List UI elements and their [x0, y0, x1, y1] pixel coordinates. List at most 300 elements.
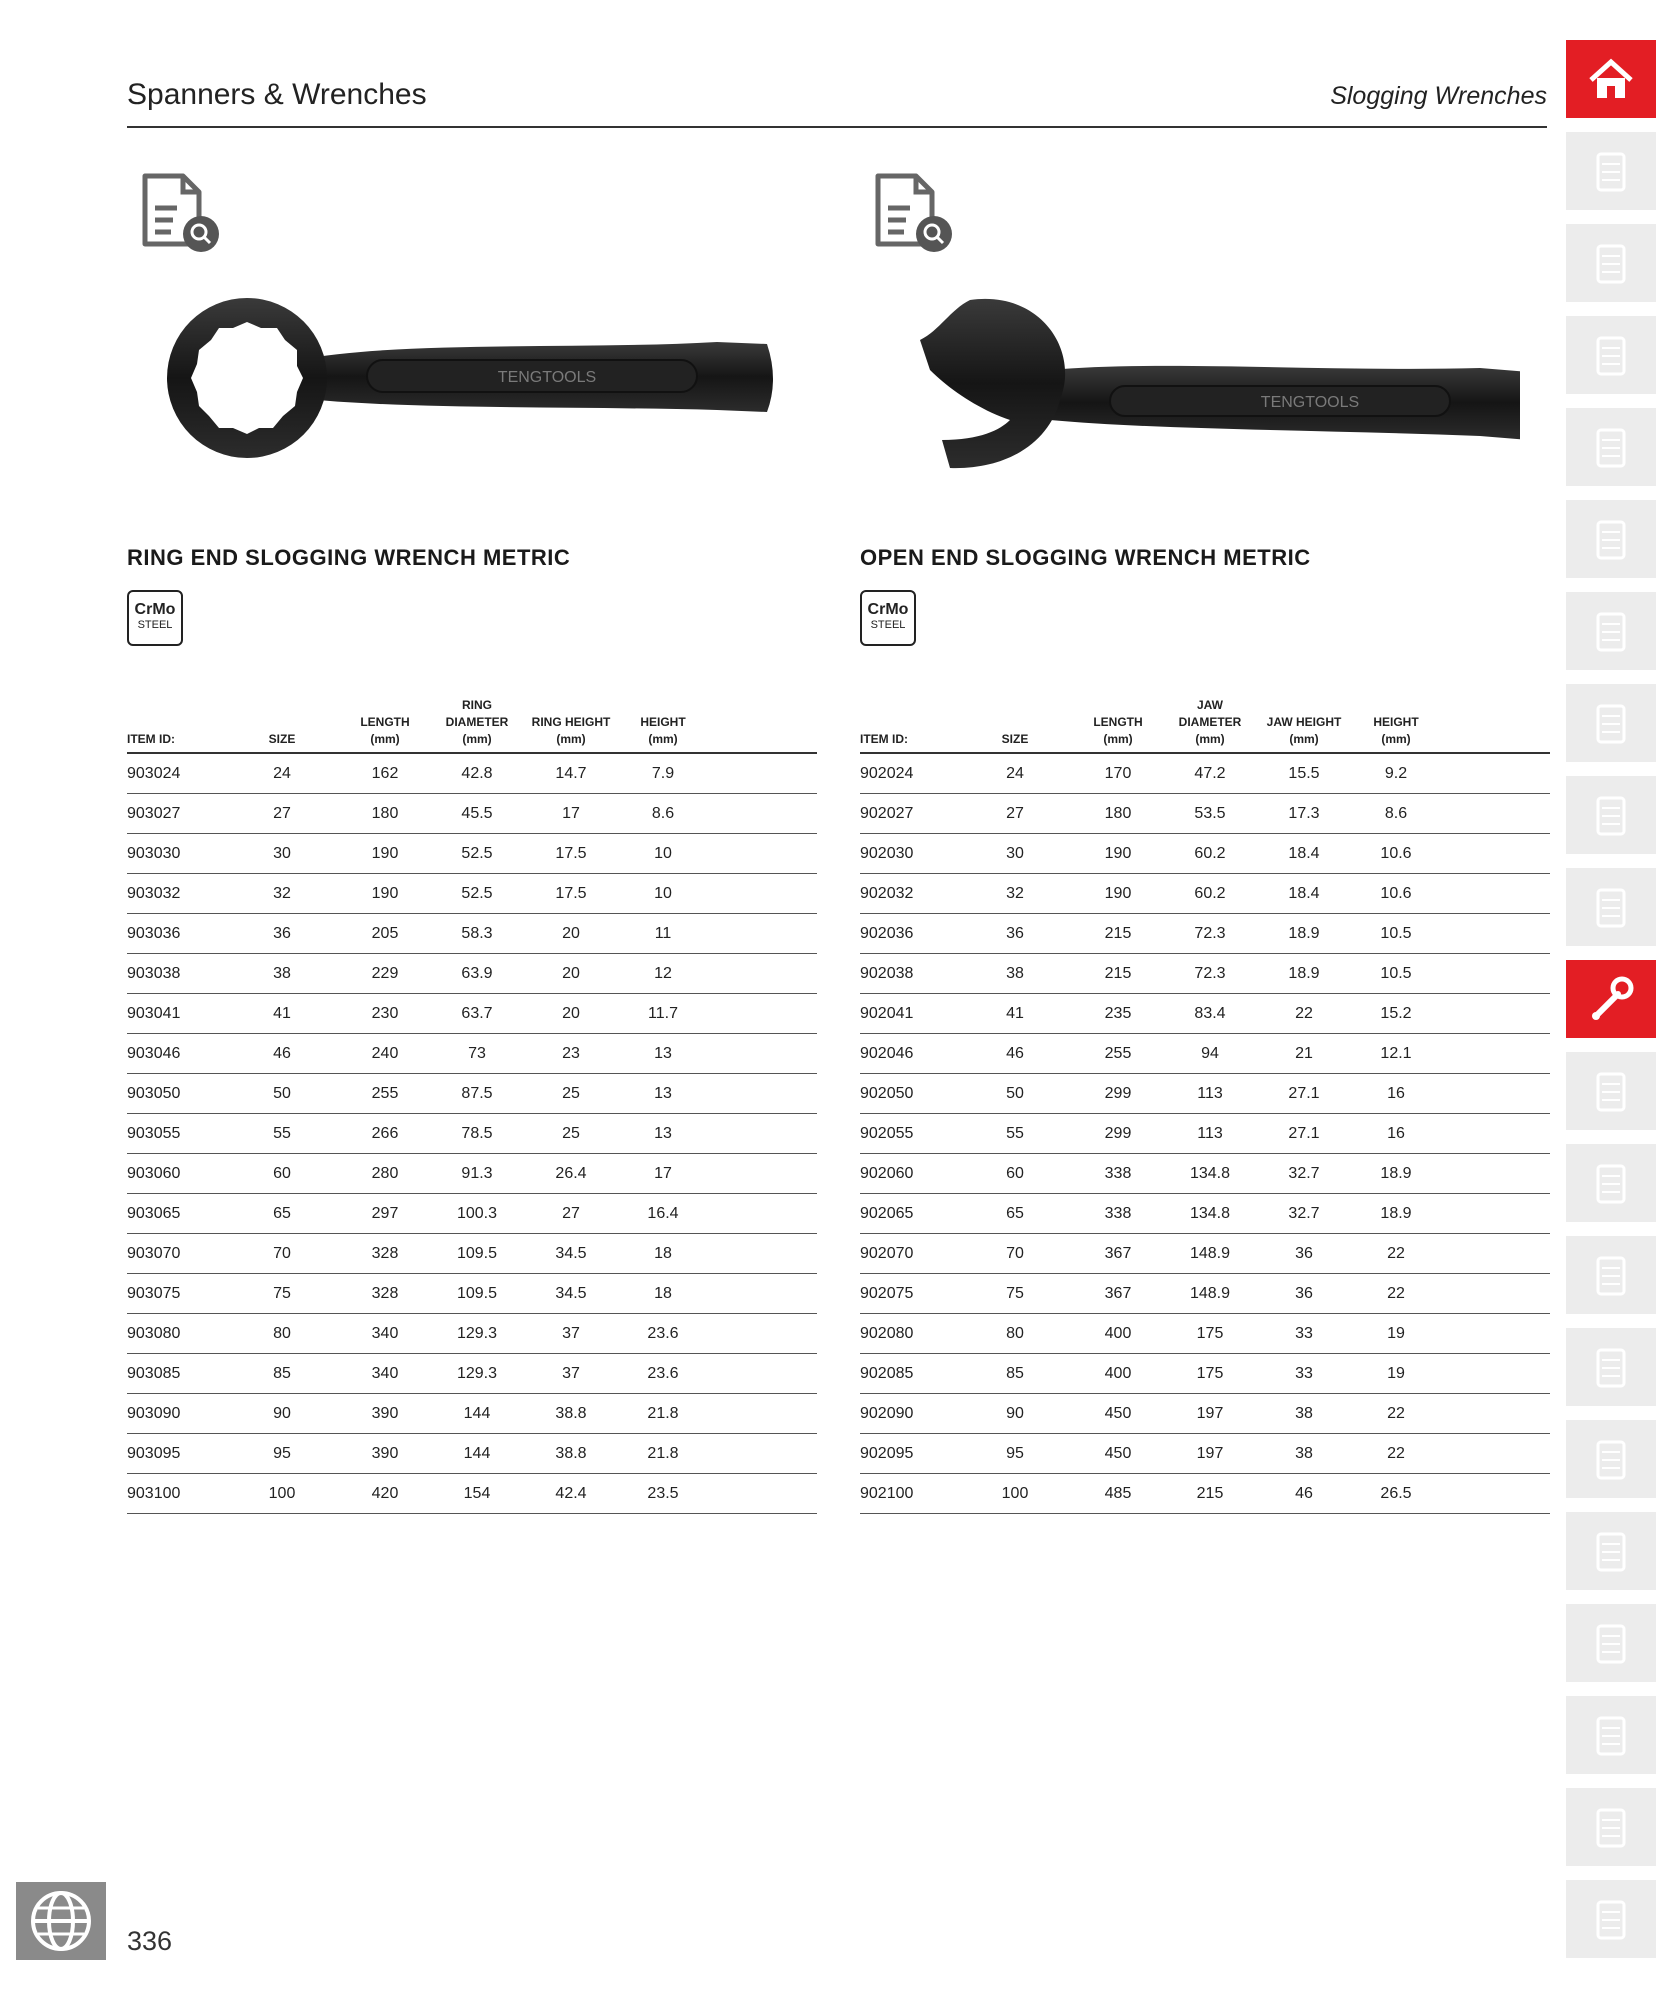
table-cell: 328 — [371, 1285, 399, 1302]
table-row — [127, 1314, 817, 1354]
column-header: SIZE — [268, 732, 296, 746]
sidebar-item-multi-tool[interactable] — [1566, 1236, 1656, 1314]
table-cell: 52.5 — [461, 885, 493, 902]
document-search-icon[interactable] — [137, 168, 227, 260]
table-row — [127, 794, 817, 834]
sidebar-item-hammer[interactable] — [1566, 1880, 1656, 1958]
item-id-cell: 903085 — [127, 1365, 181, 1382]
column-header: HEIGHT (mm) — [1373, 715, 1419, 746]
table-cell: 95 — [273, 1445, 291, 1462]
item-id-cell: 902095 — [860, 1445, 914, 1462]
table-cell: 60 — [1006, 1165, 1024, 1182]
table-row — [127, 1354, 817, 1394]
table-cell: 23.5 — [647, 1485, 679, 1502]
tool-chest-icon — [1586, 330, 1636, 380]
table-cell: 16.4 — [647, 1205, 679, 1222]
sidebar-item-screwdriver[interactable] — [1566, 1052, 1656, 1130]
table-cell: 13 — [654, 1085, 672, 1102]
table-row — [127, 1114, 817, 1154]
table-cell: 38.8 — [555, 1445, 587, 1462]
table-row — [860, 1194, 1550, 1234]
table-cell: 36 — [1295, 1245, 1313, 1262]
item-id-cell: 903024 — [127, 765, 181, 782]
table-cell: 190 — [1104, 885, 1132, 902]
table-cell: 280 — [371, 1165, 399, 1182]
torque-wrench-icon — [1586, 882, 1636, 932]
table-row — [860, 1034, 1550, 1074]
product-title: RING END SLOGGING WRENCH METRIC — [127, 545, 571, 570]
table-cell: 10 — [654, 885, 672, 902]
table-cell: 229 — [371, 965, 399, 982]
table-cell: 42.4 — [555, 1485, 587, 1502]
table-cell: 22 — [1387, 1405, 1405, 1422]
column-header: HEIGHT (mm) — [640, 715, 686, 746]
item-id-cell: 903060 — [127, 1165, 181, 1182]
table-row — [860, 1474, 1550, 1514]
table-cell: 65 — [273, 1205, 291, 1222]
table-cell: 367 — [1104, 1245, 1132, 1262]
column-header: LENGTH (mm) — [1093, 715, 1143, 746]
table-cell: 63.9 — [461, 965, 493, 982]
table-cell: 55 — [273, 1125, 291, 1142]
table-cell: 100 — [1001, 1485, 1029, 1502]
hammer-icon — [1586, 1894, 1636, 1944]
table-cell: 46 — [273, 1045, 291, 1062]
table-cell: 129.3 — [456, 1325, 498, 1342]
table-cell: 32 — [273, 885, 291, 902]
table-cell: 175 — [1196, 1365, 1224, 1382]
table-row — [860, 994, 1550, 1034]
item-id-cell: 902055 — [860, 1125, 914, 1142]
table-row — [127, 1394, 817, 1434]
page-header — [127, 70, 1547, 128]
table-cell: 485 — [1104, 1485, 1132, 1502]
table-cell: 95 — [1006, 1445, 1024, 1462]
table-cell: 190 — [371, 885, 399, 902]
table-cell: 12.1 — [1380, 1045, 1412, 1062]
table-row — [860, 1274, 1550, 1314]
table-row — [860, 794, 1550, 834]
ring-spec-table — [127, 690, 817, 1514]
eva-tray-icon — [1586, 422, 1636, 472]
table-cell: 15.2 — [1380, 1005, 1412, 1022]
table-cell: 109.5 — [456, 1285, 498, 1302]
table-cell: 8.6 — [651, 805, 675, 822]
product-title: OPEN END SLOGGING WRENCH METRIC — [860, 545, 1311, 570]
section-title: Spanners & Wrenches — [127, 78, 427, 111]
table-cell: 63.7 — [461, 1005, 493, 1022]
item-id-cell: 903090 — [127, 1405, 181, 1422]
table-row — [860, 1154, 1550, 1194]
sidebar-item-eva-tray[interactable] — [1566, 408, 1656, 486]
screwdriver-icon — [1586, 1066, 1636, 1116]
table-row — [860, 954, 1550, 994]
table-cell: 113 — [1197, 1085, 1223, 1102]
table-cell: 180 — [371, 805, 399, 822]
table-cell: 19 — [1387, 1325, 1405, 1342]
sidebar-item-roller-cabinet[interactable] — [1566, 592, 1656, 670]
column-header: RING HEIGHT (mm) — [531, 715, 611, 746]
table-cell: 46 — [1295, 1485, 1313, 1502]
table-cell: 109.5 — [456, 1245, 498, 1262]
table-row — [860, 1394, 1550, 1434]
table-cell: 450 — [1104, 1405, 1132, 1422]
sidebar-item-hex-keys[interactable] — [1566, 1144, 1656, 1222]
item-id-cell: 903041 — [127, 1005, 181, 1022]
table-cell: 41 — [273, 1005, 291, 1022]
badge-material: CrMo — [867, 601, 909, 618]
automotive-gears-icon — [1586, 1710, 1636, 1760]
table-cell: 175 — [1196, 1325, 1224, 1342]
table-cell: 18.4 — [1288, 885, 1320, 902]
table-cell: 113 — [1197, 1125, 1223, 1142]
table-cell: 18.9 — [1288, 965, 1320, 982]
table-row — [127, 874, 817, 914]
table-row — [127, 1194, 817, 1234]
sidebar-item-sockets[interactable] — [1566, 776, 1656, 854]
item-id-cell: 902080 — [860, 1325, 914, 1342]
table-cell: 19 — [1387, 1365, 1405, 1382]
table-cell: 34.5 — [555, 1245, 587, 1262]
table-cell: 85 — [1006, 1365, 1024, 1382]
subsection-title: Slogging Wrenches — [1330, 82, 1547, 110]
table-cell: 190 — [371, 845, 399, 862]
sidebar-item-pliers[interactable] — [1566, 1328, 1656, 1406]
table-row — [127, 1234, 817, 1274]
sidebar-item-tool-kit[interactable] — [1566, 500, 1656, 578]
table-cell: 85 — [273, 1365, 291, 1382]
table-cell: 42.8 — [461, 765, 493, 782]
table-cell: 27.1 — [1288, 1125, 1320, 1142]
table-row — [860, 754, 1550, 794]
table-cell: 340 — [371, 1365, 399, 1382]
item-id-cell: 902038 — [860, 965, 914, 982]
table-cell: 17.5 — [555, 885, 587, 902]
table-cell: 129.3 — [456, 1365, 498, 1382]
table-cell: 21.8 — [647, 1405, 679, 1422]
item-id-cell: 903046 — [127, 1045, 181, 1062]
table-cell: 18.4 — [1288, 845, 1320, 862]
table-header — [860, 690, 1550, 754]
open-spec-table — [860, 690, 1550, 1514]
table-cell: 367 — [1104, 1285, 1132, 1302]
item-id-cell: 903027 — [127, 805, 181, 822]
table-row — [860, 914, 1550, 954]
table-cell: 23.6 — [647, 1365, 679, 1382]
table-cell: 78.5 — [461, 1125, 493, 1142]
table-cell: 36 — [1295, 1285, 1313, 1302]
table-row — [860, 1314, 1550, 1354]
crmo-steel-badge — [860, 590, 916, 646]
item-id-cell: 903095 — [127, 1445, 181, 1462]
table-cell: 72.3 — [1194, 925, 1226, 942]
badge-type: STEEL — [137, 619, 173, 631]
table-cell: 215 — [1104, 925, 1132, 942]
table-cell: 25 — [562, 1125, 580, 1142]
item-id-cell: 903070 — [127, 1245, 181, 1262]
table-cell: 20 — [562, 965, 580, 982]
table-cell: 8.6 — [1384, 805, 1408, 822]
table-row — [127, 994, 817, 1034]
table-cell: 21.8 — [647, 1445, 679, 1462]
sidebar-item-cutting-knife[interactable] — [1566, 1512, 1656, 1590]
table-cell: 47.2 — [1194, 765, 1226, 782]
table-cell: 338 — [1104, 1165, 1132, 1182]
table-cell: 10 — [654, 845, 672, 862]
table-cell: 38 — [1295, 1445, 1313, 1462]
item-id-cell: 902036 — [860, 925, 914, 942]
tool-trolley-icon — [1586, 146, 1636, 196]
table-cell: 45.5 — [461, 805, 493, 822]
wrench-logo: TENGTOOLS — [1260, 394, 1360, 411]
table-cell: 23.6 — [647, 1325, 679, 1342]
table-cell: 230 — [371, 1005, 399, 1022]
column-header: LENGTH (mm) — [360, 715, 410, 746]
item-id-cell: 902075 — [860, 1285, 914, 1302]
item-id-cell: 902070 — [860, 1245, 914, 1262]
sidebar-item-ratchet[interactable] — [1566, 684, 1656, 762]
table-cell: 162 — [371, 765, 399, 782]
table-cell: 18.9 — [1288, 925, 1320, 942]
table-cell: 235 — [1104, 1005, 1132, 1022]
table-cell: 190 — [1104, 845, 1132, 862]
table-cell: 41 — [1006, 1005, 1024, 1022]
table-cell: 400 — [1104, 1325, 1132, 1342]
item-id-cell: 903036 — [127, 925, 181, 942]
table-cell: 18 — [654, 1245, 672, 1262]
column-header: SIZE — [1001, 732, 1029, 746]
table-cell: 16 — [1387, 1125, 1405, 1142]
table-cell: 22 — [1295, 1005, 1313, 1022]
sidebar-item-tool-chest[interactable] — [1566, 316, 1656, 394]
table-cell: 9.2 — [1384, 765, 1408, 782]
insulated-tools-icon — [1586, 1434, 1636, 1484]
sockets-icon — [1586, 790, 1636, 840]
table-cell: 52.5 — [461, 845, 493, 862]
sidebar-item-tool-trolley[interactable] — [1566, 132, 1656, 210]
table-cell: 36 — [1006, 925, 1024, 942]
table-cell: 12 — [654, 965, 672, 982]
table-row — [860, 1354, 1550, 1394]
table-cell: 148.9 — [1189, 1285, 1231, 1302]
table-cell: 60.2 — [1194, 845, 1226, 862]
table-cell: 60 — [273, 1165, 291, 1182]
table-cell: 80 — [273, 1325, 291, 1342]
column-header: JAW HEIGHT (mm) — [1266, 715, 1342, 746]
table-cell: 420 — [371, 1485, 399, 1502]
ratchet-icon — [1586, 698, 1636, 748]
table-cell: 22 — [1387, 1445, 1405, 1462]
table-cell: 14.7 — [555, 765, 587, 782]
table-cell: 37 — [562, 1325, 580, 1342]
table-cell: 10.5 — [1380, 965, 1412, 982]
wrench-logo: TENGTOOLS — [497, 369, 597, 386]
item-id-cell: 902046 — [860, 1045, 914, 1062]
table-cell: 73 — [468, 1045, 486, 1062]
table-cell: 7.9 — [651, 765, 675, 782]
table-row — [127, 1474, 817, 1514]
table-cell: 70 — [273, 1245, 291, 1262]
table-cell: 11.7 — [648, 1005, 678, 1022]
item-id-cell: 902060 — [860, 1165, 914, 1182]
table-cell: 91.3 — [461, 1165, 493, 1182]
spanner-icon — [1586, 974, 1636, 1024]
item-id-cell: 902090 — [860, 1405, 914, 1422]
table-cell: 197 — [1196, 1445, 1224, 1462]
table-cell: 22 — [1387, 1285, 1405, 1302]
table-cell: 400 — [1104, 1365, 1132, 1382]
roller-cabinet-icon — [1586, 606, 1636, 656]
website-link[interactable] — [16, 1882, 106, 1960]
table-cell: 83.4 — [1194, 1005, 1226, 1022]
item-id-cell: 903100 — [127, 1485, 181, 1502]
badge-material: CrMo — [134, 601, 176, 618]
table-cell: 13 — [654, 1125, 672, 1142]
table-cell: 134.8 — [1189, 1205, 1231, 1222]
table-cell: 17 — [562, 805, 580, 822]
ring-end-wrench-image — [157, 280, 787, 480]
table-row — [127, 1274, 817, 1314]
table-cell: 65 — [1006, 1205, 1024, 1222]
table-cell: 17.5 — [555, 845, 587, 862]
table-cell: 17 — [654, 1165, 672, 1182]
item-id-cell: 903065 — [127, 1205, 181, 1222]
table-row — [127, 1434, 817, 1474]
sidebar-item-insulated-tools[interactable] — [1566, 1420, 1656, 1498]
table-cell: 266 — [371, 1125, 399, 1142]
table-row — [127, 954, 817, 994]
table-cell: 27 — [273, 805, 291, 822]
table-row — [860, 1114, 1550, 1154]
table-cell: 26.4 — [555, 1165, 587, 1182]
tool-tray-icon — [1586, 238, 1636, 288]
table-cell: 205 — [371, 925, 399, 942]
table-row — [860, 874, 1550, 914]
table-cell: 299 — [1104, 1085, 1132, 1102]
sidebar-item-tool-tray[interactable] — [1566, 224, 1656, 302]
multi-tool-icon — [1586, 1250, 1636, 1300]
table-cell: 328 — [371, 1245, 399, 1262]
item-id-cell: 903050 — [127, 1085, 181, 1102]
sidebar-item-measuring-tape[interactable] — [1566, 1604, 1656, 1682]
table-cell: 180 — [1104, 805, 1132, 822]
table-cell: 50 — [1006, 1085, 1024, 1102]
table-cell: 75 — [273, 1285, 291, 1302]
sidebar-item-torque-wrench[interactable] — [1566, 868, 1656, 946]
table-cell: 32.7 — [1288, 1165, 1320, 1182]
measuring-tape-icon — [1586, 1618, 1636, 1668]
table-cell: 60.2 — [1194, 885, 1226, 902]
table-cell: 70 — [1006, 1245, 1024, 1262]
table-cell: 15.5 — [1288, 765, 1320, 782]
table-cell: 134.8 — [1189, 1165, 1231, 1182]
home-icon — [1586, 54, 1636, 104]
table-cell: 37 — [562, 1365, 580, 1382]
table-cell: 58.3 — [461, 925, 493, 942]
table-header — [127, 690, 817, 754]
item-id-cell: 902030 — [860, 845, 914, 862]
column-header: ITEM ID: — [127, 732, 175, 746]
column-header: RING DIAMETER (mm) — [445, 698, 509, 746]
table-cell: 144 — [463, 1445, 491, 1462]
item-id-cell: 903075 — [127, 1285, 181, 1302]
item-id-cell: 903032 — [127, 885, 181, 902]
table-cell: 22 — [1387, 1245, 1405, 1262]
table-cell: 11 — [654, 925, 672, 942]
table-cell: 23 — [562, 1045, 580, 1062]
globe-icon — [28, 1888, 94, 1954]
item-id-cell: 902065 — [860, 1205, 914, 1222]
page-number: 336 — [127, 1926, 173, 1956]
sidebar-item-home[interactable] — [1566, 40, 1656, 118]
table-cell: 197 — [1196, 1405, 1224, 1422]
item-id-cell: 902041 — [860, 1005, 914, 1022]
table-cell: 338 — [1104, 1205, 1132, 1222]
table-cell: 21 — [1295, 1045, 1313, 1062]
table-row — [127, 834, 817, 874]
table-cell: 154 — [463, 1485, 491, 1502]
table-cell: 30 — [1006, 845, 1024, 862]
cutting-knife-icon — [1586, 1526, 1636, 1576]
table-cell: 36 — [273, 925, 291, 942]
badge-type: STEEL — [870, 619, 906, 631]
table-cell: 170 — [1104, 765, 1132, 782]
document-search-icon[interactable] — [870, 168, 960, 260]
table-cell: 390 — [371, 1405, 399, 1422]
tool-kit-icon — [1586, 514, 1636, 564]
table-cell: 16 — [1387, 1085, 1405, 1102]
table-cell: 94 — [1201, 1045, 1219, 1062]
sidebar-item-power-tools[interactable] — [1566, 1788, 1656, 1866]
item-id-cell: 903030 — [127, 845, 181, 862]
item-id-cell: 903055 — [127, 1125, 181, 1142]
sidebar-item-spanner[interactable] — [1566, 960, 1656, 1038]
table-row — [860, 834, 1550, 874]
table-cell: 340 — [371, 1325, 399, 1342]
item-id-cell: 902050 — [860, 1085, 914, 1102]
table-cell: 18.9 — [1380, 1205, 1412, 1222]
table-cell: 299 — [1104, 1125, 1132, 1142]
table-cell: 17.3 — [1288, 805, 1320, 822]
table-cell: 30 — [273, 845, 291, 862]
table-row — [860, 1234, 1550, 1274]
table-cell: 297 — [371, 1205, 399, 1222]
table-cell: 100 — [268, 1485, 296, 1502]
table-cell: 90 — [1006, 1405, 1024, 1422]
table-cell: 38 — [1295, 1405, 1313, 1422]
table-cell: 38.8 — [555, 1405, 587, 1422]
table-cell: 87.5 — [461, 1085, 493, 1102]
power-tools-icon — [1586, 1802, 1636, 1852]
table-cell: 144 — [463, 1405, 491, 1422]
item-id-cell: 902100 — [860, 1485, 914, 1502]
table-row — [860, 1434, 1550, 1474]
table-cell: 26.5 — [1380, 1485, 1412, 1502]
table-cell: 148.9 — [1189, 1245, 1231, 1262]
column-header: ITEM ID: — [860, 732, 908, 746]
column-header: JAW DIAMETER (mm) — [1178, 698, 1242, 746]
table-cell: 32.7 — [1288, 1205, 1320, 1222]
item-id-cell: 902027 — [860, 805, 914, 822]
table-cell: 100.3 — [456, 1205, 498, 1222]
table-row — [127, 1074, 817, 1114]
table-cell: 13 — [654, 1045, 672, 1062]
table-cell: 27 — [1006, 805, 1024, 822]
table-cell: 450 — [1104, 1445, 1132, 1462]
table-cell: 240 — [371, 1045, 399, 1062]
sidebar-item-automotive-gears[interactable] — [1566, 1696, 1656, 1774]
item-id-cell: 902024 — [860, 765, 914, 782]
